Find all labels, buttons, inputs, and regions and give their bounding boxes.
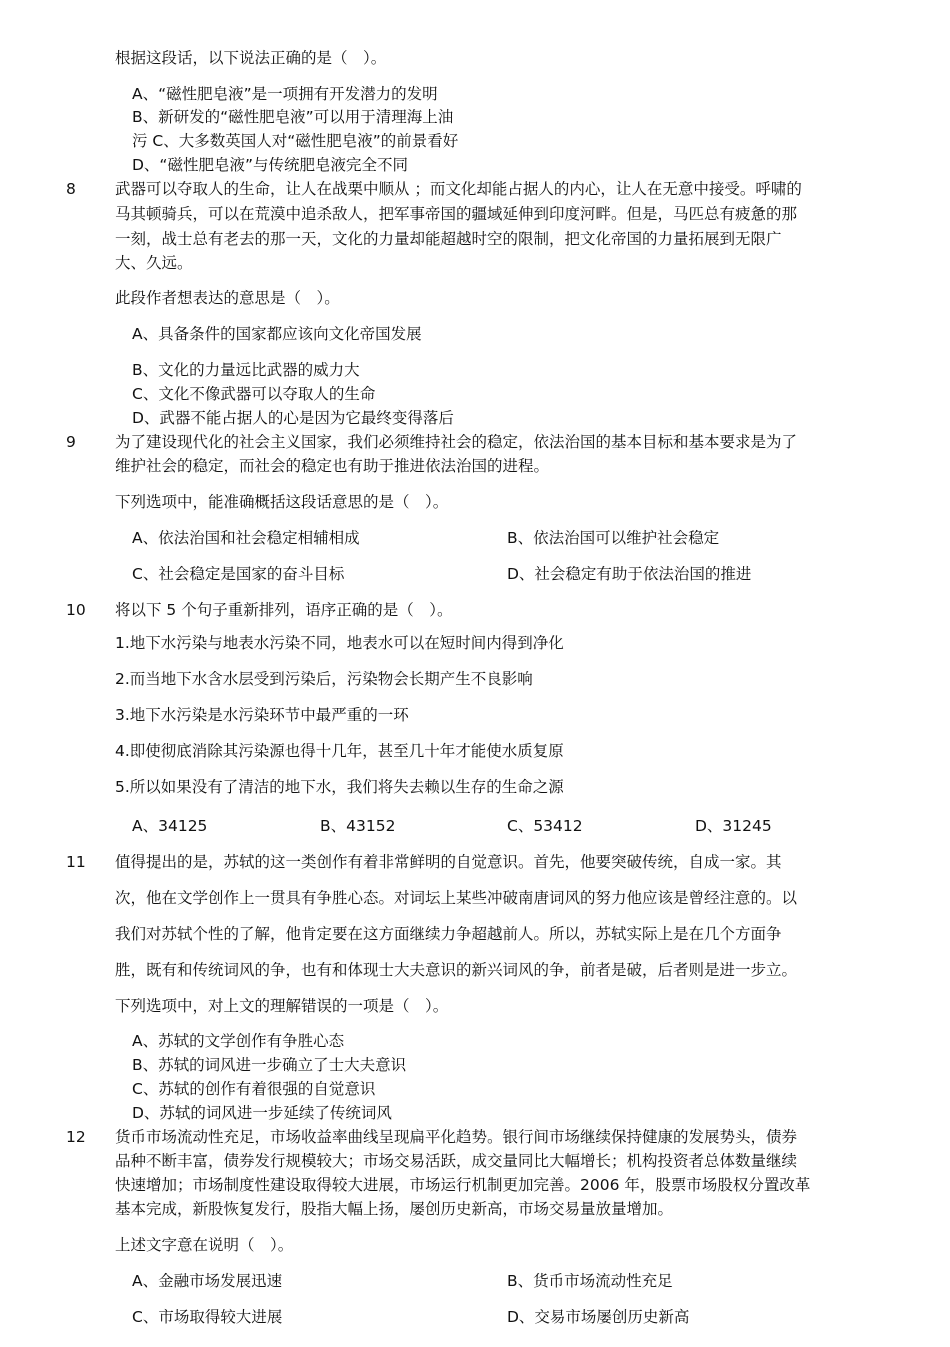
passage-line: 次，他在文学创作上一贯具有争胜心态。对词坛上某些冲破南唐词风的努力他应该是曾经注意的。以: [115, 889, 798, 907]
option-c: C、53412: [507, 817, 583, 835]
option-d: D、苏轼的词风进一步延续了传统词风: [132, 1104, 392, 1122]
question-stem: 此段作者想表达的意思是（ ）。: [115, 289, 340, 307]
question-number: 10: [66, 601, 86, 619]
sentence-item: 5.所以如果没有了清洁的地下水，我们将失去赖以生存的生命之源: [115, 778, 564, 796]
option-c: C、市场取得较大进展: [132, 1308, 283, 1326]
question-number: 9: [66, 433, 76, 451]
option-a: A、金融市场发展迅速: [132, 1272, 283, 1290]
passage-line: 大、久远。: [115, 254, 193, 272]
option-d: D、交易市场屡创历史新高: [507, 1308, 690, 1326]
option-c: C、苏轼的创作有着很强的自觉意识: [132, 1080, 376, 1098]
question-stem: 下列选项中，对上文的理解错误的一项是（ ）。: [115, 997, 449, 1015]
option-a: A、依法治国和社会稳定相辅相成: [132, 529, 360, 547]
option-b: B、43152: [320, 817, 396, 835]
option-b: B、苏轼的词风进一步确立了士大夫意识: [132, 1056, 407, 1074]
question-number: 8: [66, 180, 76, 198]
question-stem: 下列选项中，能准确概括这段话意思的是（ ）。: [115, 493, 449, 511]
passage-line: 快速增加；市场制度性建设取得较大进展，市场运行机制更加完善。2006 年，股票市场股权分置改革: [115, 1176, 811, 1194]
sentence-item: 4.即使彻底消除其污染源也得十几年，甚至几十年才能使水质复原: [115, 742, 564, 760]
sentence-item: 2.而当地下水含水层受到污染后，污染物会长期产生不良影响: [115, 670, 533, 688]
passage-line: 值得提出的是，苏轼的这一类创作有着非常鲜明的自觉意识。首先，他要突破传统，自成一家。其: [115, 853, 782, 871]
option-d: D、武器不能占据人的心是因为它最终变得落后: [132, 409, 454, 427]
passage-line: 马其顿骑兵，可以在荒漠中追杀敌人，把军事帝国的疆域延伸到印度河畔。但是，马匹总有疲惫的那: [115, 205, 798, 223]
option-d: D、社会稳定有助于依法治国的推进: [507, 565, 752, 583]
option-d: D、“磁性肥皂液”与传统肥皂液完全不同: [132, 156, 408, 174]
passage-line: 我们对苏轼个性的了解，他肯定要在这方面继续力争超越前人。所以，苏轼实际上是在几个方面争: [115, 925, 782, 943]
passage-line: 货币市场流动性充足，市场收益率曲线呈现扁平化趋势。银行间市场继续保持健康的发展势头，债券: [115, 1128, 798, 1146]
option-a: A、“磁性肥皂液”是一项拥有开发潜力的发明: [132, 85, 438, 103]
option-a: A、34125: [132, 817, 208, 835]
option-b: B、新研发的“磁性肥皂液”可以用于清理海上油: [132, 108, 454, 126]
passage-line: 品种不断丰富，债券发行规模较大；市场交易活跃，成交量同比大幅增长；机构投资者总体数量继续: [115, 1152, 798, 1170]
option-a: A、苏轼的文学创作有争胜心态: [132, 1032, 345, 1050]
passage-line: 一刻，战士总有老去的那一天，文化的力量却能超越时空的限制，把文化帝国的力量拓展到无限广: [115, 230, 782, 248]
option-c: C、文化不像武器可以夺取人的生命: [132, 385, 376, 403]
option-d: D、31245: [695, 817, 772, 835]
sentence-item: 3.地下水污染是水污染环节中最严重的一环: [115, 706, 409, 724]
passage-line: 维护社会的稳定，而社会的稳定也有助于推进依法治国的进程。: [115, 457, 550, 475]
question-stem: 根据这段话，以下说法正确的是（ ）。: [115, 49, 387, 67]
option-b-continuation-and-c: 污 C、大多数英国人对“磁性肥皂液”的前景看好: [132, 132, 459, 150]
passage-line: 为了建设现代化的社会主义国家，我们必须维持社会的稳定，依法治国的基本目标和基本要求是为了: [115, 433, 798, 451]
option-a: A、具备条件的国家都应该向文化帝国发展: [132, 325, 422, 343]
passage-line: 基本完成，新股恢复发行，股指大幅上扬，屡创历史新高，市场交易量放量增加。: [115, 1200, 674, 1218]
option-b: B、货币市场流动性充足: [507, 1272, 673, 1290]
passage-line: 武器可以夺取人的生命，让人在战栗中顺从 ；而文化却能占据人的内心，让人在无意中接受。呼啸的: [115, 180, 802, 198]
option-b: B、依法治国可以维护社会稳定: [507, 529, 720, 547]
question-number: 11: [66, 853, 86, 871]
question-stem: 将以下 5 个句子重新排列，语序正确的是（ ）。: [115, 601, 453, 619]
sentence-item: 1.地下水污染与地表水污染不同，地表水可以在短时间内得到净化: [115, 634, 564, 652]
passage-line: 胜，既有和传统词风的争，也有和体现士大夫意识的新兴词风的争，前者是破，后者则是进一步立。: [115, 961, 798, 979]
option-b: B、文化的力量远比武器的威力大: [132, 361, 360, 379]
option-c: C、社会稳定是国家的奋斗目标: [132, 565, 345, 583]
question-number: 12: [66, 1128, 86, 1146]
question-stem: 上述文字意在说明（ ）。: [115, 1236, 294, 1254]
